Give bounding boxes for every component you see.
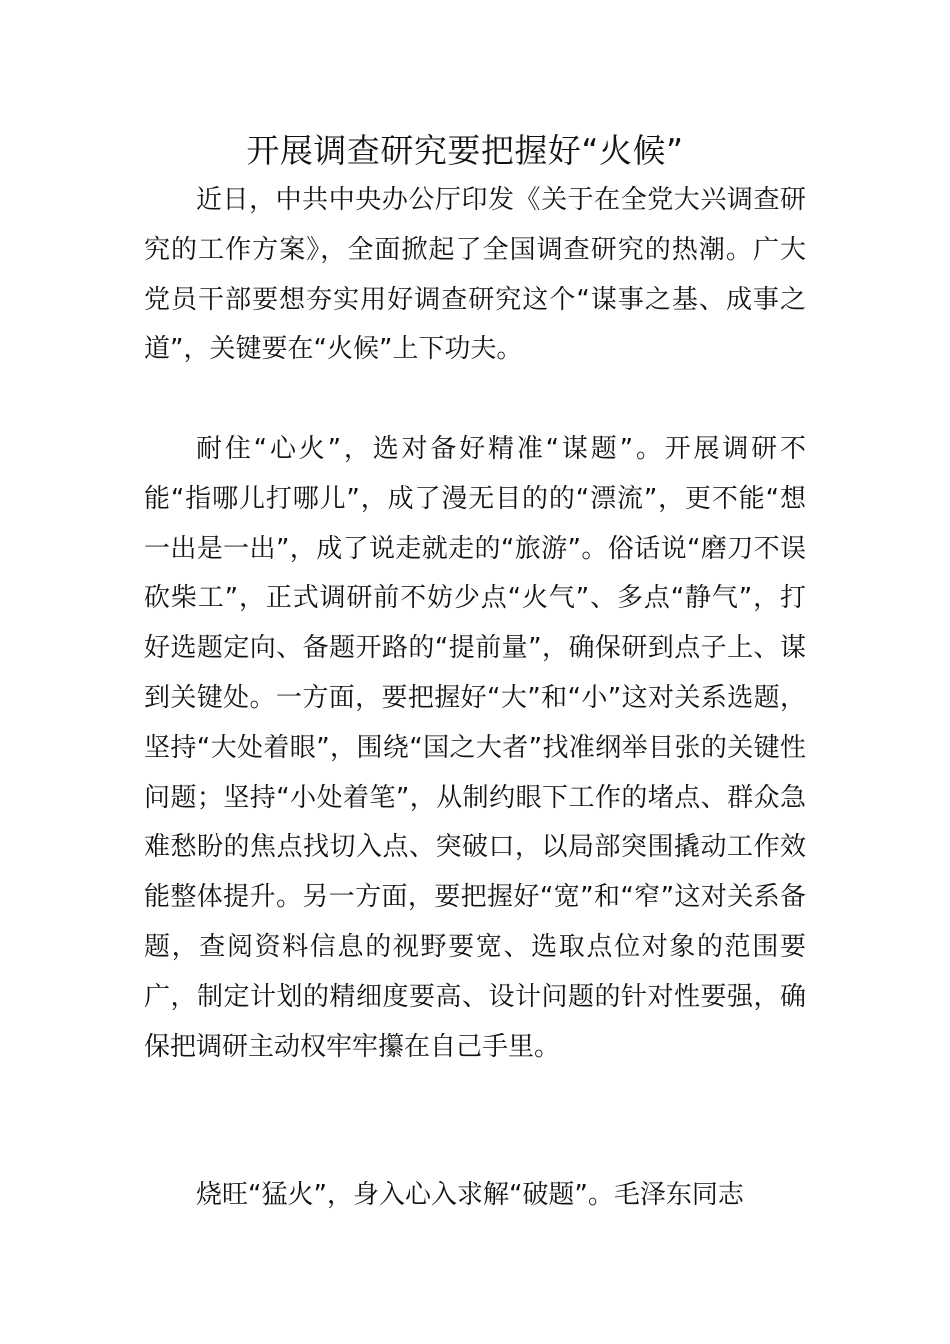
paragraph-section-two: 烧旺“猛火”，身入心入求解“破题”。毛泽东同志 [196,1180,744,1210]
document-title: 开展调查研究要把握好“火候” [246,131,684,170]
paragraph-section-one: 耐住“心火”，选对备好精准“谋题”。开展调研不能“指哪儿打哪儿”，成了漫无目的的“漂流”，更不能“想一出是一出”，成了说走就走的“旅游”。俗话说“磨刀不误砍柴工”，正式调研前不妨少点“火气”、多点“静气”，打好选题定向、备题开路的“提前量”，确保研到点子上、谋到关键处。一方面，要把握好“大”和“小”这对关系选题，坚持“大处着眼”，围绕“国之大者”找准纲举目张的关键性问题；坚持“小处着笔”，从制约眼下工作的堵点、群众急难愁盼的焦点找切入点、突破口，以局部突围撬动工作效能整体提升。另一方面，要把握好“宽”和“窄”这对关系备题，查阅资料信息的视野要宽、选取点位对象的范围要广，制定计划的精细度要高、设计问题的针对性要强，确保把调研主动权牢牢攥在自己手里。 [144,434,806,1062]
paragraph-intro: 近日，中共中央办公厅印发《关于在全党大兴调查研究的工作方案》，全面掀起了全国调查研究的热潮。广大党员干部要想夯实用好调查研究这个“谋事之基、成事之道”，关键要在“火候”上下功夫。 [144,185,806,365]
